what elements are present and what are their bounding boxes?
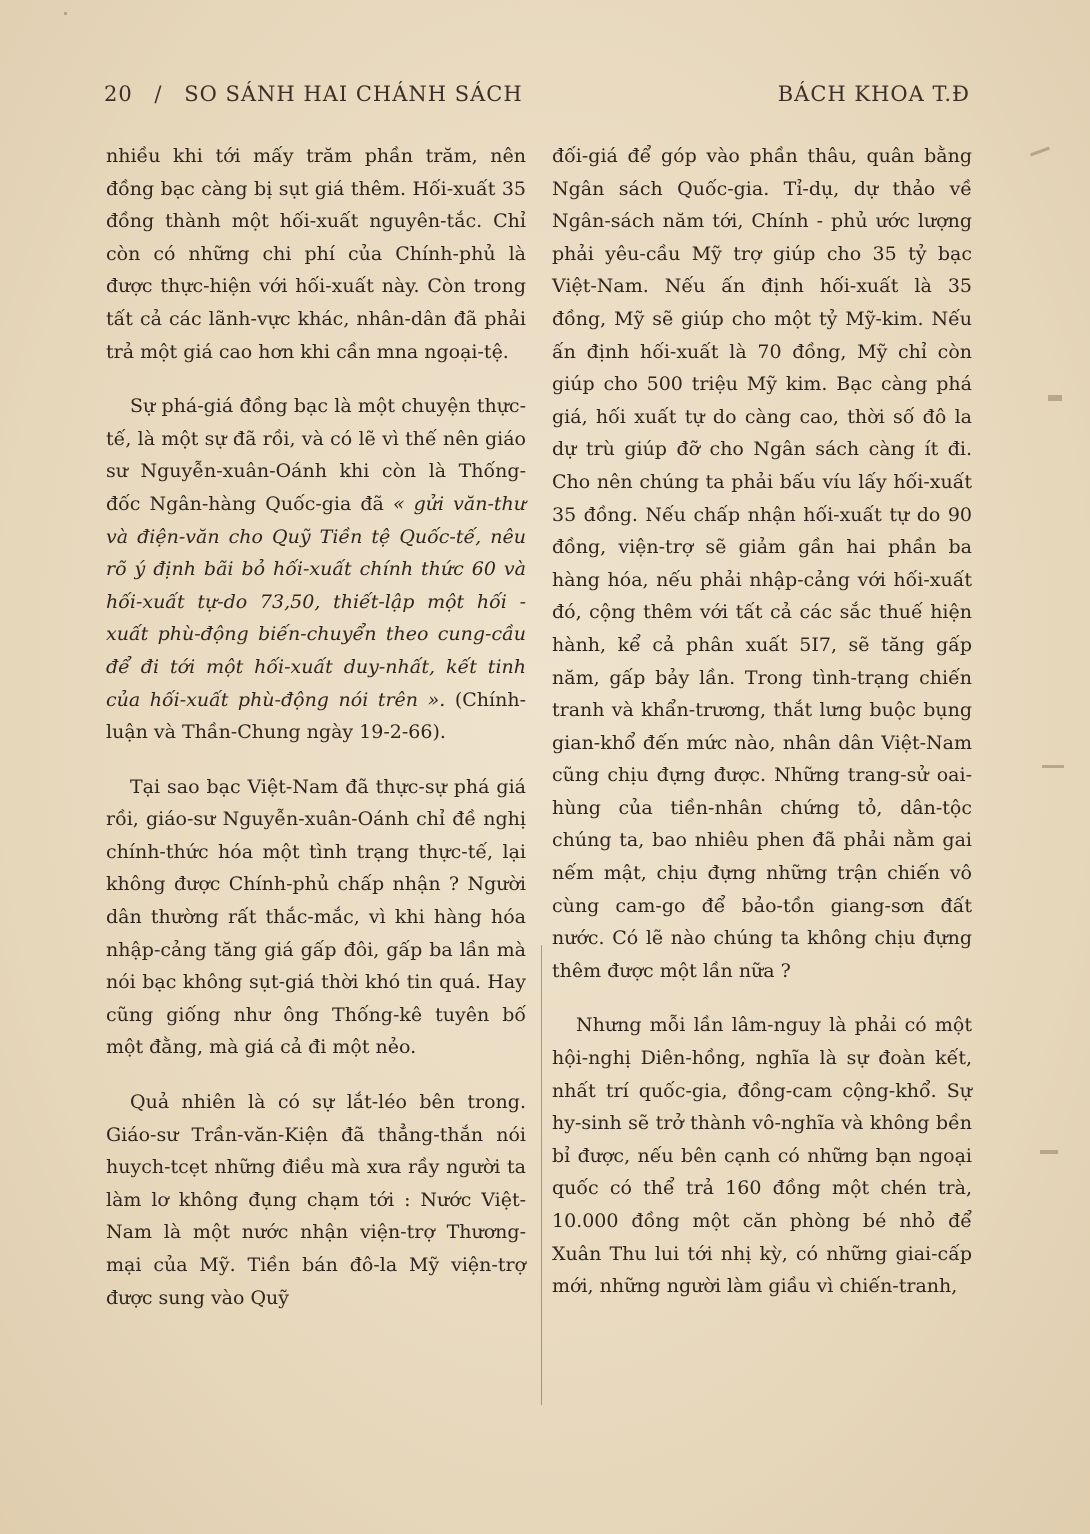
left-paragraph-1: nhiều khi tới mấy trăm phần trăm, nên đồng bạc càng bị sụt giá thêm. Hối-xuất 35 đồng thành một hối-xuất nguyên-tắc. Chỉ còn có những chi phí của Chính-phủ là được thực-hiện với hối-xuất này. Còn trong tất cả các lãnh-vực khác, nhân-dân đã phải trả một giá cao hơn khi cần mna ngoại-tệ. — [106, 145, 526, 363]
header-left — [104, 82, 523, 106]
paper-speck — [64, 12, 67, 15]
header-separator: / — [154, 82, 163, 106]
citation: (Chính-luận và Thần-Chung ngày 19-2-66). — [106, 688, 526, 744]
right-column — [552, 140, 972, 1303]
page-number: 20 — [104, 82, 133, 106]
paper-speck — [1030, 147, 1050, 157]
paper-speck — [1040, 1150, 1058, 1154]
running-title: SO SÁNH HAI CHÁNH SÁCH — [184, 82, 523, 106]
column-divider — [541, 945, 542, 1405]
page-header — [104, 82, 970, 122]
right-paragraph-1: đối-giá để góp vào phần thâu, quân bằng Ngân sách Quốc-gia. Tỉ-dụ, dự thảo về Ngân-sách năm tới, Chính - phủ ước lượng phải yêu-cầu Mỹ trợ giúp cho 35 tỷ bạc Việt-Nam. Nếu ấn định hối-xuất là 35 đồng, Mỹ sẽ giúp cho một tỷ Mỹ-kim. Nếu ấn định hối-xuất là 70 đồng, Mỹ chỉ còn giúp cho 500 triệu Mỹ kim. Bạc càng phá giá, hối xuất tự do càng cao, thời số đô la dự trù giúp đỡ cho Ngân sách càng ít đi. Cho nên chúng ta phải bấu víu lấy hối-xuất 35 đồng. Nếu chấp nhận hối-xuất tự do 90 đồng, viện-trợ sẽ giảm gần hai phần ba hàng hóa, nếu phải nhập-cảng với hối-xuất đó, cộng thêm với tất cả các sắc thuế hiện hành, kể cả phân xuất 5I7, sẽ tăng gấp năm, gấp bảy lần. Trong tình-trạng chiến tranh và khẩn-trương, thắt lưng buộc bụng gian-khổ đến mức nào, nhân dân Việt-Nam cũng chịu đựng được. Những trang-sử oai-hùng của tiền-nhân chứng tỏ, dân-tộc chúng ta, bao nhiêu phen đã phải nằm gai nếm mật, chịu đựng những trận chiến vô cùng cam-go để bảo-tồn giang-sơn đất nước. Có lẽ nào chúng ta không chịu đựng thêm được một lần nữa ? — [552, 145, 972, 982]
right-paragraph-2: Nhưng mỗi lần lâm-nguy là phải có một hội-nghị Diên-hồng, nghĩa là sự đoàn kết, nhất trí quốc-gia, đồng-cam cộng-khổ. Sự hy-sinh sẽ trở thành vô-nghĩa và không bền bỉ được, nếu bên cạnh có những bạn ngoại quốc có thể trả 160 đồng một chén trà, 10.000 đồng một căn phòng bé nhỏ để Xuân Thu lui tới nhị kỳ, có những giai-cấp mới, những người làm giầu vì chiến-tranh, — [552, 1014, 972, 1298]
left-paragraph-3: Tại sao bạc Việt-Nam đã thực-sự phá giá rồi, giáo-sư Nguyễn-xuân-Oánh chỉ đề nghị chính-thức hóa một tình trạng thực-tế, lại không được Chính-phủ chấp nhận ? Người dân thường rất thắc-mắc, vì khi hàng hóa nhập-cảng tăng giá gấp đôi, gấp ba lần mà nói bạc không sụt-giá thời khó tin quá. Hay cũng giống như ông Thống-kê tuyên bố một đằng, mà giá cả đi một nẻo. — [106, 775, 526, 1059]
paper-speck — [1048, 395, 1062, 401]
left-paragraph-4: Quả nhiên là có sự lắt-léo bên trong. Giáo-sư Trần-văn-Kiện đã thẳng-thắn nói huych-tcẹt những điều mà xưa rầy người ta làm lơ không đụng chạm tới : Nước Việt-Nam là một nước nhận viện-trợ Thương-mại của Mỹ. Tiền bán đô-la Mỹ viện-trợ được sung vào Quỹ — [106, 1091, 526, 1309]
left-paragraph-2 — [106, 390, 526, 749]
left-column — [106, 140, 526, 1314]
publication-name: BÁCH KHOA T.Đ — [777, 82, 970, 106]
quoted-letter: « gửi văn-thư và điện-văn cho Quỹ Tiền tệ Quốc-tế, nêu rõ ý định bãi bỏ hối-xuất chính thức 60 và hối-xuất tự-do 73,50, thiết-lập một hối - xuất phù-động biến-chuyển theo cung-cầu để đi tới một hối-xuất duy-nhất, kết tinh của hối-xuất phù-động nói trên ». — [106, 492, 526, 711]
left-paragraph-2-start: Sự phá-giá đồng bạc là một chuyện thực-tế, là một sự đã rồi, và có lẽ vì thế nên giáo sư Nguyễn-xuân-Oánh khi còn là Thống-đốc Ngân-hàng Quốc-gia đã — [106, 395, 526, 515]
paper-speck — [1042, 765, 1064, 768]
